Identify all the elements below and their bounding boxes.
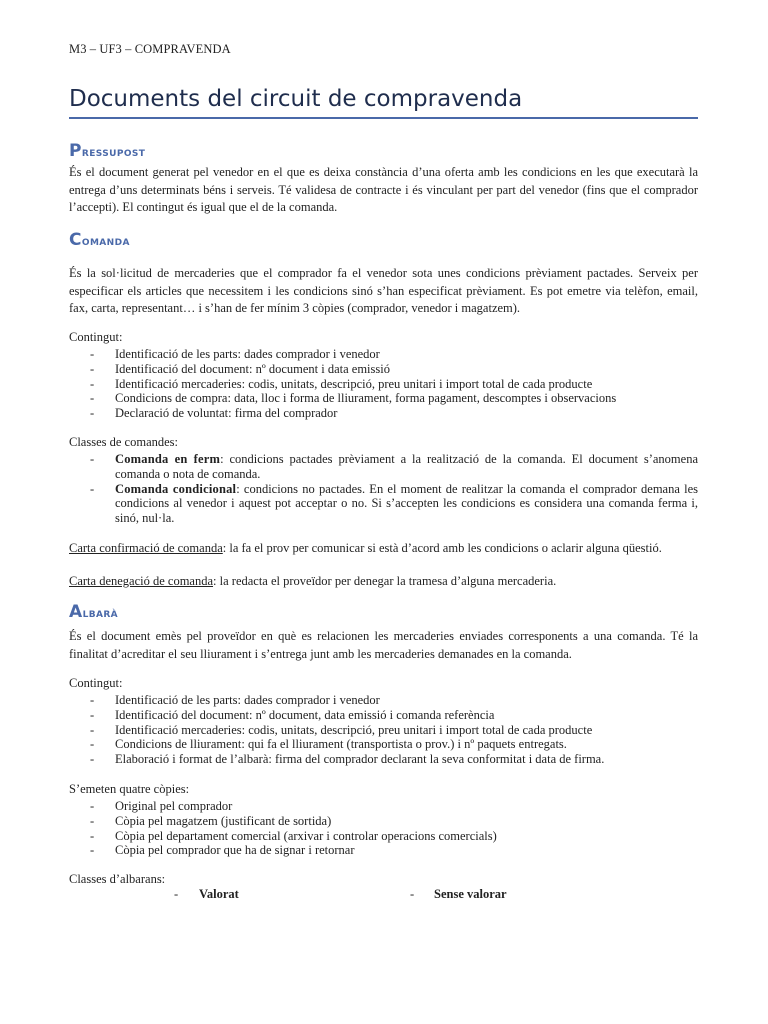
list-dash: -: [90, 843, 95, 858]
albara-paragraph: És el document emès pel proveïdor en què es relacionen les mercaderies enviades corresponents a una comanda. Té la finalitat d’acreditar el seu lliurament i s’entrega junt amb les mercaderies demanades en la comanda.: [69, 629, 698, 661]
list-item: [69, 377, 698, 392]
carta-denegacio: [69, 573, 698, 590]
class-text: : condicions pactades prèviament a la realització de la comanda. El document s’anomena comanda o nota de comanda.: [115, 452, 699, 481]
albara-contingut-list: [69, 693, 698, 767]
list-dash: -: [90, 347, 95, 361]
list-dash: -: [90, 361, 95, 376]
list-item: [69, 482, 698, 526]
list-dash: -: [90, 693, 95, 707]
list-item: [69, 752, 698, 767]
list-item: [69, 391, 698, 406]
list-item-text: Condicions de compra: data, lloc i forma de lliurament, forma pagament, descomptes i observacions: [115, 391, 617, 406]
list-item-text: Elaboració i format de l’albarà: firma del comprador declarant la seva conformitat i data de firma.: [115, 752, 605, 767]
list-item: [69, 406, 698, 421]
albara-class-sense-valorar: Sense valorar: [434, 887, 507, 901]
list-dash: -: [90, 406, 95, 421]
list-dash: -: [90, 737, 95, 752]
list-item-text: Còpia pel magatzem (justificant de sortida): [115, 813, 332, 828]
list-item: [69, 452, 698, 482]
section-heading-albara: Albarà: [69, 602, 119, 622]
list-dash: -: [90, 752, 95, 767]
class-text: : condicions no pactades. En el moment de realitzar la comanda el comprador demana les condicions al venedor i aquest pot acceptar o no. Si s’accepten les condicions es considera una comanda ferma i, sinó, nul·la.: [115, 481, 698, 526]
list-item: [69, 799, 698, 814]
list-item: [69, 347, 698, 362]
albara-copies-label: S’emeten quatre còpies:: [69, 782, 190, 796]
running-header: M3 – UF3 – COMPRAVENDA: [69, 42, 231, 56]
list-item: [69, 723, 698, 738]
list-item: [69, 737, 698, 752]
list-dash: -: [90, 481, 95, 496]
list-item-text: Identificació mercaderies: codis, unitats, descripció, preu unitari i import total de cada producte: [115, 722, 593, 737]
list-item-text: Identificació de les parts: dades comprador i venedor: [115, 693, 380, 707]
list-dash: -: [90, 452, 95, 466]
list-item-text: Identificació del document: nº document i data emissió: [115, 361, 390, 376]
albara-classes-row: [69, 887, 698, 903]
list-item: [69, 708, 698, 723]
list-dash: -: [90, 391, 95, 406]
carta-confirmacio-term: Carta confirmació de comanda: [69, 541, 223, 555]
list-item-text: Identificació de les parts: dades comprador i venedor: [115, 347, 380, 361]
comanda-classes-label: Classes de comandes:: [69, 435, 179, 449]
albara-contingut-label: Contingut:: [69, 676, 123, 690]
list-item: [69, 362, 698, 377]
albara-copies-list: [69, 799, 698, 858]
list-dash: -: [90, 707, 95, 722]
list-dash: -: [90, 828, 95, 843]
list-dash: -: [90, 813, 95, 828]
page-title: Documents del circuit de compravenda: [69, 86, 698, 119]
class-term: Comanda en ferm: [115, 452, 221, 466]
comanda-classes-list: [69, 452, 698, 526]
albara-class-valorat: Valorat: [199, 887, 239, 901]
list-item-text: Declaració de voluntat: firma del comprador: [115, 406, 338, 421]
comanda-paragraph: És la sol·licitud de mercaderies que el comprador fa el venedor sota unes condicions prèviament pactades. Serveix per especificar els articles que necessitem i les condicions sinó s’han especificat prèviament. Es pot emetre via telèfon, email, fax, carta, representant… i s’han de fer mínim 3 còpies (comprador, venedor i magatzem).: [69, 266, 698, 315]
carta-confirmacio-text: : la fa el prov per comunicar si està d’acord amb les condicions o aclarir alguna qüestió.: [222, 541, 662, 555]
list-item-text: Condicions de lliurament: qui fa el lliurament (transportista o prov.) i nº paquets entregats.: [115, 737, 567, 752]
pressupost-paragraph: És el document generat pel venedor en el que es deixa constància d’una oferta amb les condicions en les que executarà la entrega d’uns determinats béns i serveis. Té validesa de contracte i és vinculant per part del venedor (fins que el comprador l’accepti). El contingut és igual que el de la comanda.: [69, 165, 698, 214]
list-dash: -: [410, 887, 415, 901]
list-dash: -: [90, 376, 95, 391]
carta-confirmacio: [69, 540, 698, 557]
carta-denegacio-text: : la redacta el proveïdor per denegar la tramesa d’alguna mercaderia.: [213, 574, 557, 588]
list-dash: -: [174, 887, 179, 901]
list-dash: -: [90, 722, 95, 737]
list-item: [69, 814, 698, 829]
list-item-text: Còpia pel comprador que ha de signar i retornar: [115, 843, 355, 858]
class-term: Comanda condicional: [115, 481, 237, 496]
list-dash: -: [90, 799, 95, 813]
list-item: [69, 693, 698, 708]
section-heading-comanda: Comanda: [69, 230, 130, 250]
list-item: [69, 829, 698, 844]
list-item: [69, 843, 698, 858]
list-item-text: Identificació mercaderies: codis, unitats, descripció, preu unitari i import total de cada producte: [115, 376, 593, 391]
comanda-contingut-label: Contingut:: [69, 330, 123, 344]
carta-denegacio-term: Carta denegació de comanda: [69, 574, 214, 588]
list-item-text: Identificació del document: nº document, data emissió i comanda referència: [115, 707, 495, 722]
list-item-text: Original pel comprador: [115, 799, 233, 813]
section-heading-pressupost: Pressupost: [69, 141, 146, 161]
comanda-contingut-list: [69, 347, 698, 421]
list-item-text: Còpia pel departament comercial (arxivar i controlar operacions comercials): [115, 828, 497, 843]
albara-classes-label: Classes d’albarans:: [69, 872, 166, 886]
